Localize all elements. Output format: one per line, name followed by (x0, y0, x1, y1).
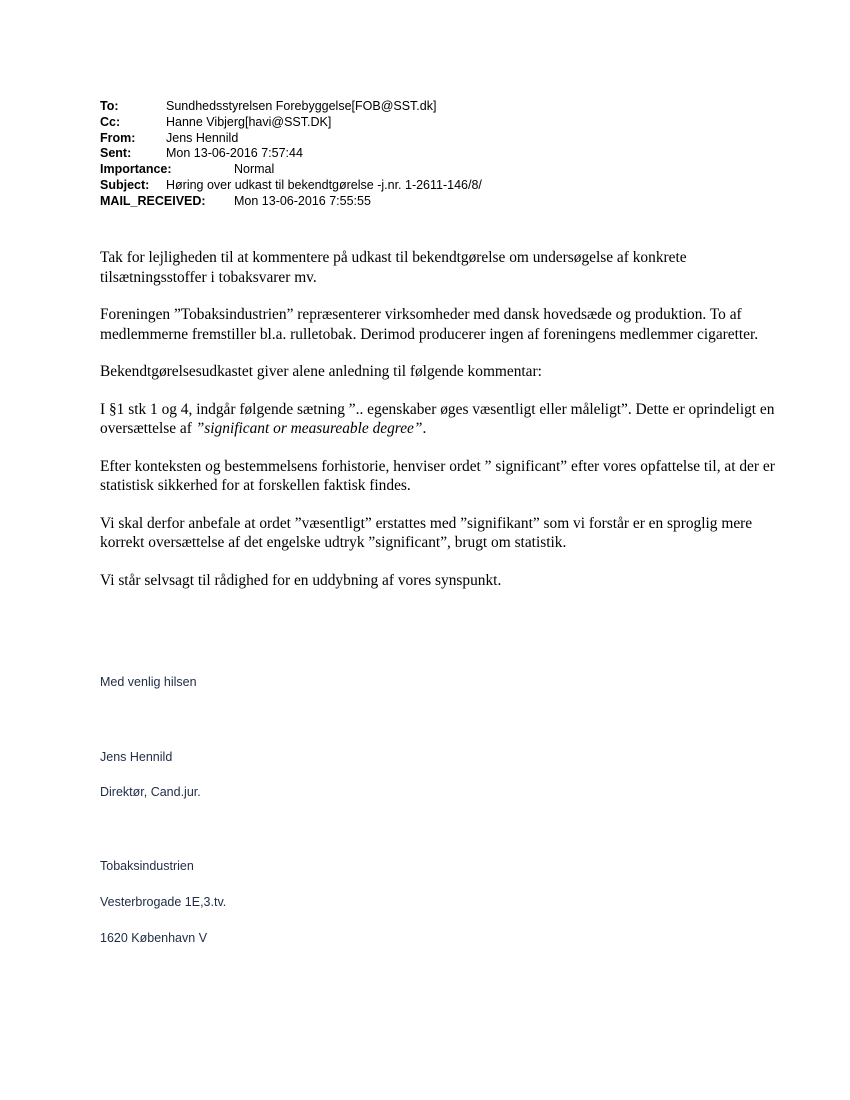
sent-value: Mon 13-06-2016 7:57:44 (166, 146, 303, 161)
signature-city: 1620 København V (100, 931, 208, 945)
mail-received-label: MAIL_RECEIVED: (100, 193, 206, 208)
from-value: Jens Hennild (166, 130, 239, 145)
cc-label: Cc: (100, 114, 121, 129)
body-paragraph-3: Bekendtgørelsesudkastet giver alene anledning til følgende kommentar: (100, 363, 542, 380)
from-label: From: (100, 130, 136, 145)
to-label: To: (100, 99, 119, 113)
signature-street: Vesterbrogade 1E,3.tv. (100, 895, 227, 909)
email-body (100, 248, 780, 608)
subject-value: Høring over udkast til bekendtgørelse -j.nr. 1-2611-146/8/ (166, 177, 482, 192)
importance-label: Importance: (100, 162, 172, 177)
to-value: Sundhedsstyrelsen Forebyggelse[FOB@SST.dk] (166, 99, 437, 113)
mail-received-value: Mon 13-06-2016 7:55:55 (234, 193, 371, 208)
body-paragraph-6: Vi skal derfor anbefale at ordet ”væsentligt” erstattes med ”signifikant” som vi forstår er en sproglig mere korrekt oversættelse af det engelske udtryk ”significant”, brugt om statistik. (100, 514, 753, 551)
subject-label: Subject: (100, 177, 150, 192)
body-paragraph-4-end: . (422, 420, 427, 437)
body-paragraph-5: Efter konteksten og bestemmelsens forhistorie, henviser ordet ” significant” efter vores opfattelse til, at der er statistisk sikkerhed for at forskellen faktisk findes. (100, 457, 775, 494)
body-paragraph-4-start: I §1 stk 1 og 4, indgår følgende sætning ”.. egenskaber øges væsentligt eller måleligt”. Dette er oprindeligt en oversættelse af (100, 400, 775, 437)
cc-value: Hanne Vibjerg[havi@SST.DK] (166, 114, 332, 129)
signature-greeting: Med venlig hilsen (100, 675, 197, 689)
body-paragraph-1: Tak for lejligheden til at kommentere på udkast til bekendtgørelse om undersøgelse af konkrete tilsætningsstoffer i tobaksvarer mv. (100, 249, 687, 286)
signature-name: Jens Hennild (100, 750, 173, 764)
sent-label: Sent: (100, 146, 132, 161)
body-paragraph-7: Vi står selvsagt til rådighed for en uddybning af vores synspunkt. (100, 571, 502, 589)
body-paragraph-4 (100, 400, 780, 439)
body-paragraph-2: Foreningen ”Tobaksindustrien” repræsenterer virksomheder med dansk hovedsæde og produktion. To af medlemmerne fremstiller bl.a. rulletobak. Derimod producerer ingen af foreningens medlemmer cigaretter. (100, 306, 759, 343)
body-paragraph-4-quote: ”significant or measureable degree” (195, 420, 423, 437)
signature-title: Direktør, Cand.jur. (100, 785, 201, 799)
importance-value: Normal (234, 162, 275, 177)
signature-organization: Tobaksindustrien (100, 859, 194, 873)
